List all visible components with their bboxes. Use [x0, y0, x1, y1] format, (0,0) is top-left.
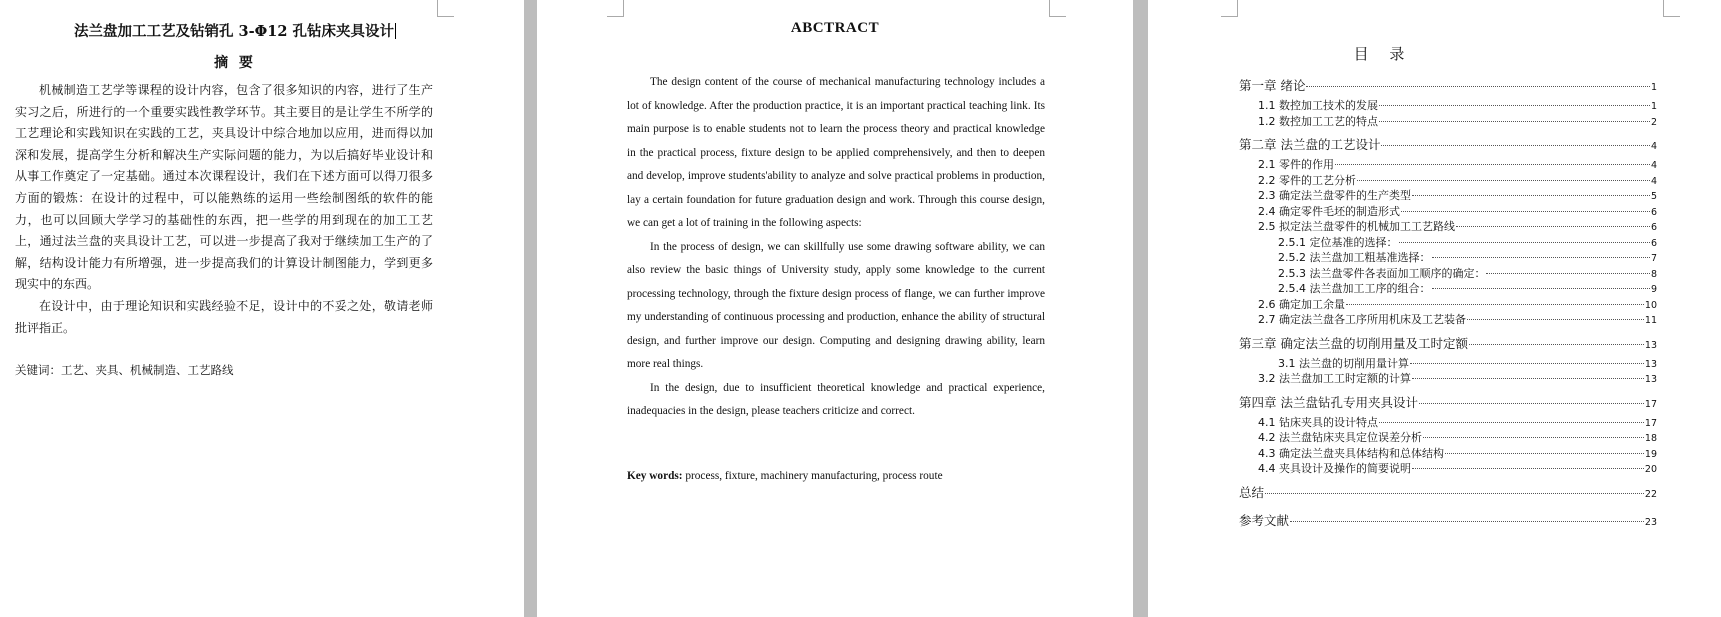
toc-entry-title: 2.5.1 定位基准的选择：	[1278, 235, 1398, 249]
toc-dot-leader	[1290, 521, 1644, 522]
toc-entry-title: 3.2 法兰盘加工工时定额的计算	[1258, 372, 1411, 385]
toc-dot-leader	[1423, 437, 1644, 438]
toc-dot-leader	[1432, 257, 1650, 258]
toc-entry-page: 4	[1650, 160, 1657, 171]
toc-dot-leader	[1265, 493, 1644, 494]
toc-dot-leader	[1432, 288, 1650, 289]
toc-entry[interactable]	[1239, 266, 1657, 282]
toc-dot-leader	[1335, 164, 1650, 165]
toc-dot-leader	[1412, 195, 1650, 196]
page-corner-mark	[437, 0, 454, 17]
text-cursor	[395, 23, 396, 39]
toc-entry[interactable]	[1239, 250, 1657, 266]
toc-entry-title: 2.3 确定法兰盘零件的生产类型	[1258, 189, 1411, 202]
toc-entry[interactable]	[1239, 480, 1657, 505]
toc-entry-page: 10	[1644, 299, 1657, 311]
toc-entry-page: 17	[1644, 398, 1657, 410]
toc-dot-leader	[1399, 242, 1650, 243]
abstract-paragraph-en: In the process of design, we can skillfully use some drawing software ability, we can also review the basic things of University study, apply some knowledge to the current processing technology, through the fixture design process of flange, we can further improve my understanding of continuous processing and production, enhance the ability of structural design, and further improve our design. Computing and designing drawing ability, learn more real things.	[627, 240, 1045, 370]
toc-entry[interactable]	[1239, 415, 1657, 431]
toc-entry-page: 7	[1650, 253, 1657, 264]
toc-title: 目 录	[1353, 45, 1413, 63]
toc-dot-leader	[1379, 422, 1644, 423]
abstract-paragraph: 在设计中，由于理论知识和实践经验不足，设计中的不妥之处，敬请老师批评指正。	[15, 298, 433, 335]
toc-entry[interactable]	[1239, 461, 1657, 477]
toc-entry[interactable]	[1239, 98, 1657, 114]
toc-entry-page: 9	[1650, 284, 1657, 295]
toc-entry-title: 4.2 法兰盘钻床夹具定位误差分析	[1258, 431, 1422, 444]
keywords-en	[627, 470, 943, 482]
toc-entry[interactable]	[1239, 219, 1657, 235]
toc-entry-page: 22	[1644, 488, 1657, 500]
toc-dot-leader	[1346, 304, 1644, 305]
toc-dot-leader	[1306, 86, 1649, 87]
toc-dot-leader	[1412, 468, 1644, 469]
document-title[interactable]	[0, 20, 470, 41]
toc-entry[interactable]	[1239, 114, 1657, 130]
page-chinese-abstract	[0, 0, 524, 617]
toc-entry-page: 18	[1644, 433, 1657, 444]
page-table-of-contents	[1148, 0, 1721, 617]
toc-entry[interactable]	[1239, 430, 1657, 446]
toc-entry[interactable]	[1239, 371, 1657, 387]
toc-entry-title: 第四章 法兰盘钻孔专用夹具设计	[1239, 394, 1418, 410]
toc-entry-title: 2.6 确定加工余量	[1258, 297, 1345, 311]
toc-entry[interactable]	[1239, 312, 1657, 328]
toc-entry-page: 13	[1644, 374, 1657, 385]
toc-entry-title: 总结	[1239, 484, 1265, 500]
toc-entry-title: 4.3 确定法兰盘夹具体结构和总体结构	[1258, 446, 1444, 460]
toc-entry-page: 5	[1650, 191, 1657, 202]
toc-entry-page: 23	[1644, 516, 1657, 528]
page-english-abstract	[537, 0, 1133, 617]
toc-entry[interactable]	[1239, 204, 1657, 220]
toc-entry-title: 1.2 数控加工工艺的特点	[1258, 114, 1378, 128]
toc-entry-page: 8	[1650, 268, 1657, 280]
toc-entry-page: 4	[1650, 175, 1657, 187]
toc-entry[interactable]	[1239, 281, 1657, 297]
abstract-title-en: ABCTRACT	[790, 20, 880, 36]
toc-entry-page: 1	[1650, 101, 1657, 112]
toc-entry-title: 第二章 法兰盘的工艺设计	[1239, 137, 1381, 152]
toc-dot-leader	[1445, 453, 1644, 454]
toc-entry-page: 17	[1644, 417, 1657, 429]
toc-dot-leader	[1469, 344, 1644, 345]
toc-entry[interactable]	[1239, 508, 1657, 533]
toc-entry-page: 4	[1650, 141, 1657, 152]
toc-dot-leader	[1401, 211, 1650, 212]
keywords-text: process, fixture, machinery manufacturing, process route	[682, 470, 943, 482]
toc-entry-page: 20	[1644, 464, 1657, 475]
toc-entry[interactable]	[1239, 188, 1657, 204]
toc-dot-leader	[1379, 105, 1650, 106]
toc-entry-title: 2.5.4 法兰盘加工工序的组合：	[1278, 282, 1431, 295]
toc-entry-page: 2	[1650, 116, 1657, 128]
toc-dot-leader	[1381, 145, 1649, 146]
toc-dot-leader	[1467, 319, 1644, 320]
toc-entry[interactable]	[1239, 390, 1657, 415]
toc-entry[interactable]	[1239, 235, 1657, 251]
toc-dot-leader	[1410, 363, 1644, 364]
toc-entry-page: 13	[1644, 358, 1657, 370]
toc-entry-title: 3.1 法兰盘的切削用量计算	[1278, 356, 1409, 370]
page-corner-mark	[1663, 0, 1680, 17]
toc-entry[interactable]	[1239, 157, 1657, 173]
abstract-paragraph: 机械制造工艺学等课程的设计内容，包含了很多知识的内容，进行了生产实习之后，所进行的一个重要实践性教学环节。其主要目的是让学生不所学的工艺理论和实践知识在实践的工艺，夹具设计中综合地加以应用，进而得以加深和发展，提高学生分析和解决生产实际问题的能力，为以后搞好毕业设计和从事工作奠定了一定基础。通过本次课程设计，我们在下述方面可以得刀很多方面的锻炼：在设计的过程中，可以能熟练的运用一些绘制图纸的软件的能力，也可以回顾大学学习的基础性的东西，把一些学的用到现在的加工工艺上，通过法兰盘的夹具设计工艺，可以进一步提高了我对于继续加工生产的了解，结构设计能力有所增强，进一步提高我们的计算设计制图能力，学到更多现实中的东西。	[15, 83, 433, 292]
toc-entry-title: 2.5.2 法兰盘加工粗基准选择：	[1278, 251, 1431, 264]
toc-dot-leader	[1357, 180, 1650, 181]
toc-entry[interactable]	[1239, 331, 1657, 356]
toc-entry-title: 1.1 数控加工技术的发展	[1258, 99, 1378, 112]
toc-entry-title: 2.5.3 法兰盘零件各表面加工顺序的确定：	[1278, 266, 1486, 280]
toc-dot-leader	[1419, 403, 1644, 404]
page-corner-mark	[1049, 0, 1066, 17]
toc-entry-page: 6	[1650, 206, 1657, 218]
abstract-body	[15, 80, 433, 339]
toc-entry-title: 2.5 拟定法兰盘零件的机械加工工艺路线	[1258, 220, 1455, 233]
toc-dot-leader	[1412, 378, 1644, 379]
page-corner-mark	[1221, 0, 1238, 17]
toc-entry[interactable]	[1239, 446, 1657, 462]
toc-entry-title: 参考文献	[1239, 512, 1290, 528]
toc-entry-title: 2.2 零件的工艺分析	[1258, 173, 1356, 187]
keywords: 关键词：工艺、夹具、机械制造、工艺路线	[15, 363, 234, 377]
page-corner-mark	[607, 0, 624, 17]
toc-entry[interactable]	[1239, 173, 1657, 189]
toc-entry-title: 4.1 钻床夹具的设计特点	[1258, 415, 1378, 429]
toc-entry-title: 2.1 零件的作用	[1258, 158, 1334, 171]
abstract-paragraph-en: In the design, due to insufficient theoretical knowledge and practical experience, inadequacies in the design, please teachers criticize and correct.	[627, 381, 1045, 417]
toc-dot-leader	[1486, 273, 1649, 274]
toc-dot-leader	[1456, 226, 1650, 227]
toc-entry[interactable]	[1239, 297, 1657, 313]
toc-entry-page: 13	[1644, 339, 1657, 351]
keywords-label: Key words:	[627, 470, 683, 482]
toc-entry-page: 19	[1644, 448, 1657, 460]
abstract-body-en	[627, 71, 1045, 424]
toc-dot-leader	[1379, 121, 1650, 122]
toc-entry-page: 6	[1650, 237, 1657, 249]
toc-entry-title: 2.4 确定零件毛坯的制造形式	[1258, 204, 1400, 218]
toc-entry-page: 11	[1644, 315, 1657, 326]
table-of-contents	[1239, 70, 1657, 533]
toc-entry-title: 2.7 确定法兰盘各工序所用机床及工艺装备	[1258, 313, 1466, 326]
toc-entry-title: 第三章 确定法兰盘的切削用量及工时定额	[1239, 335, 1468, 351]
toc-entry[interactable]	[1239, 73, 1657, 98]
abstract-heading: 摘 要	[214, 55, 256, 71]
toc-entry-page: 6	[1650, 222, 1657, 233]
toc-entry[interactable]	[1239, 356, 1657, 372]
toc-entry-page: 1	[1650, 82, 1657, 93]
toc-entry-title: 第一章 绪论	[1239, 78, 1306, 93]
abstract-paragraph-en: The design content of the course of mechanical manufacturing technology includes a lot of knowledge. After the production practice, it is an important practical teaching link. Its main purpose is to enable students not to learn the process theory and practical knowledge in the practical process, fixture design to be applied comprehensively, and then to deepen and develop, improve students'ability to analyze and solve practical problems in production, lay a certain foundation for future graduation design and work. Through this course design, we can get a lot of training in the following aspects:	[627, 76, 1045, 229]
toc-entry-title: 4.4 夹具设计及操作的简要说明	[1258, 462, 1411, 475]
document-title-text: 法兰盘加工工艺及钻销孔 3-Φ12 孔钻床夹具设计	[73, 23, 394, 40]
toc-entry[interactable]	[1239, 132, 1657, 157]
